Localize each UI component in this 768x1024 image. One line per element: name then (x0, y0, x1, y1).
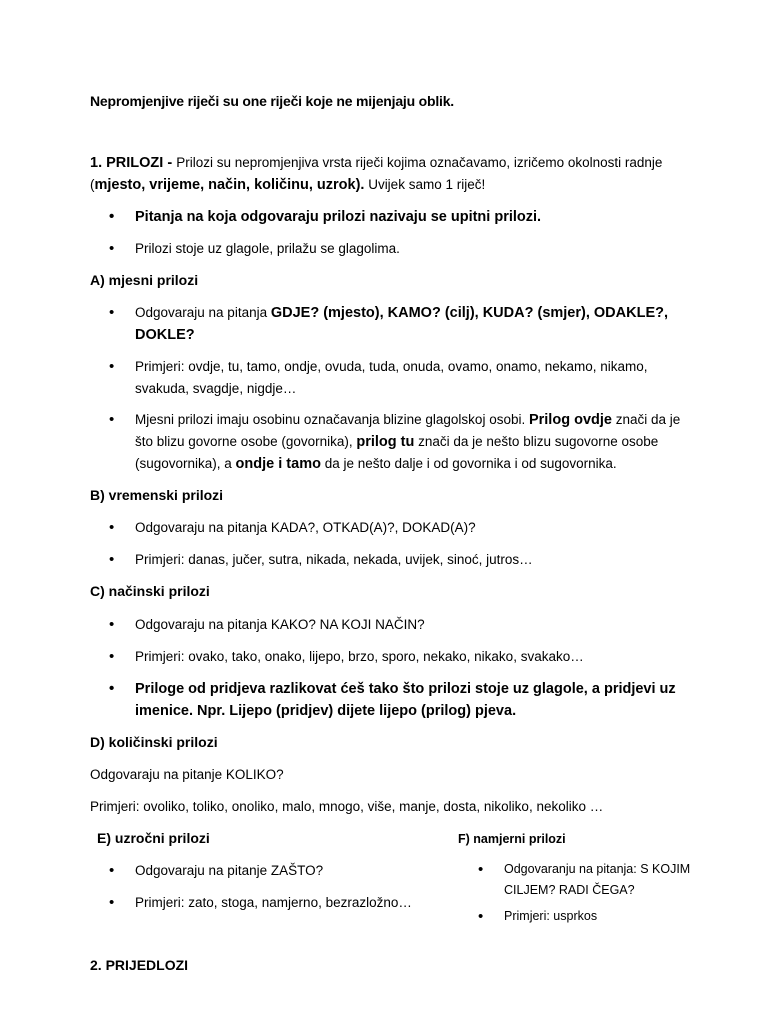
page-title: Nepromjenjive riječi su one riječi koje ne mijenjaju oblik. (90, 93, 454, 109)
intro-note: Uvijek samo 1 riječ! (364, 177, 486, 192)
list-item: • Primjeri: danas, jučer, sutra, nikada, nekada, uvijek, sinoć, jutros… (135, 549, 695, 571)
heading-mjesni: A) mjesni prilozi (90, 272, 199, 288)
list-item-bold: Prilog ovdje (528, 412, 612, 428)
intro-bold: mjesto, vrijeme, način, količinu, uzrok). (94, 177, 365, 193)
heading-prijedlozi: 2. PRIJEDLOZI (90, 957, 189, 973)
list-item: • Odgovaraju na pitanja KADA?, OTKAD(A)?, DOKAD(A)? (135, 517, 695, 539)
list-item: • Prilozi stoje uz glagole, prilažu se glagolima. (135, 238, 695, 260)
list-item-text: Mjesni prilozi imaju osobinu označavanja blizine glagolskoj osobi. (135, 412, 529, 427)
section-prilozi-intro (90, 152, 700, 196)
heading-namjerni: F) namjerni prilozi (458, 832, 566, 846)
list-item: • Pitanja na koja odgovaraju prilozi nazivaju se upitni prilozi. (135, 206, 695, 228)
list-item (135, 302, 695, 346)
list-item: • Odgovaraju na pitanje ZAŠTO? (135, 860, 695, 882)
list-item-text: znači da je što blizu govorne osobe (govornika), (135, 412, 681, 449)
list-item: • Primjeri: zato, stoga, namjerno, bezrazložno… (135, 892, 695, 914)
paragraph: Primjeri: ovoliko, toliko, onoliko, malo, mnogo, više, manje, dosta, nikoliko, nekoliko … (90, 799, 604, 814)
list-item (135, 409, 695, 475)
list-item-text: znači da je nešto blizu sugovorne osobe (sugovornika), a (135, 434, 659, 471)
heading-vremenski: B) vremenski prilozi (90, 487, 224, 503)
list-item-bold: GDJE? (mjesto), KAMO? (cilj), KUDA? (smjer), ODAKLE?, DOKLE? (135, 305, 669, 343)
heading-nacinski: C) načinski prilozi (90, 583, 210, 599)
list-item: • Primjeri: ovdje, tu, tamo, ondje, ovuda, tuda, onuda, ovamo, onamo, nekamo, nikamo, svakuda, svagdje, nigdje… (135, 356, 695, 400)
intro-text: Prilozi su nepromjenjiva vrsta riječi kojima označavamo, izričemo okolnosti radnje ( (90, 155, 663, 192)
section-number-title: 1. PRILOZI - (90, 155, 177, 171)
list-item: • Odgovaraju na pitanja KAKO? NA KOJI NAČIN? (135, 614, 695, 636)
list-item: • Primjeri: usprkos (504, 906, 694, 927)
heading-uzrocni: E) uzročni prilozi (97, 830, 210, 846)
heading-kolicinski: D) količinski prilozi (90, 734, 218, 750)
list-item-bold: prilog tu (356, 434, 415, 450)
list-item-text: da je nešto dalje i od govornika i od sugovornika. (320, 456, 617, 471)
list-item: • Odgovaranju na pitanja: S KOJIM CILJEM? RADI ČEGA? (504, 859, 694, 901)
paragraph: Odgovaraju na pitanje KOLIKO? (90, 767, 284, 782)
list-item-bold: ondje i tamo (235, 456, 321, 472)
list-item: • Priloge od pridjeva razlikovat ćeš tako što prilozi stoje uz glagole, a pridjevi uz imenice. Npr. Lijepo (pridjev) dijete lijepo (prilog) pjeva. (135, 678, 695, 722)
list-item: • Primjeri: ovako, tako, onako, lijepo, brzo, sporo, nekako, nikako, svakako… (135, 646, 695, 668)
list-item-text: Odgovaraju na pitanja (135, 305, 271, 320)
